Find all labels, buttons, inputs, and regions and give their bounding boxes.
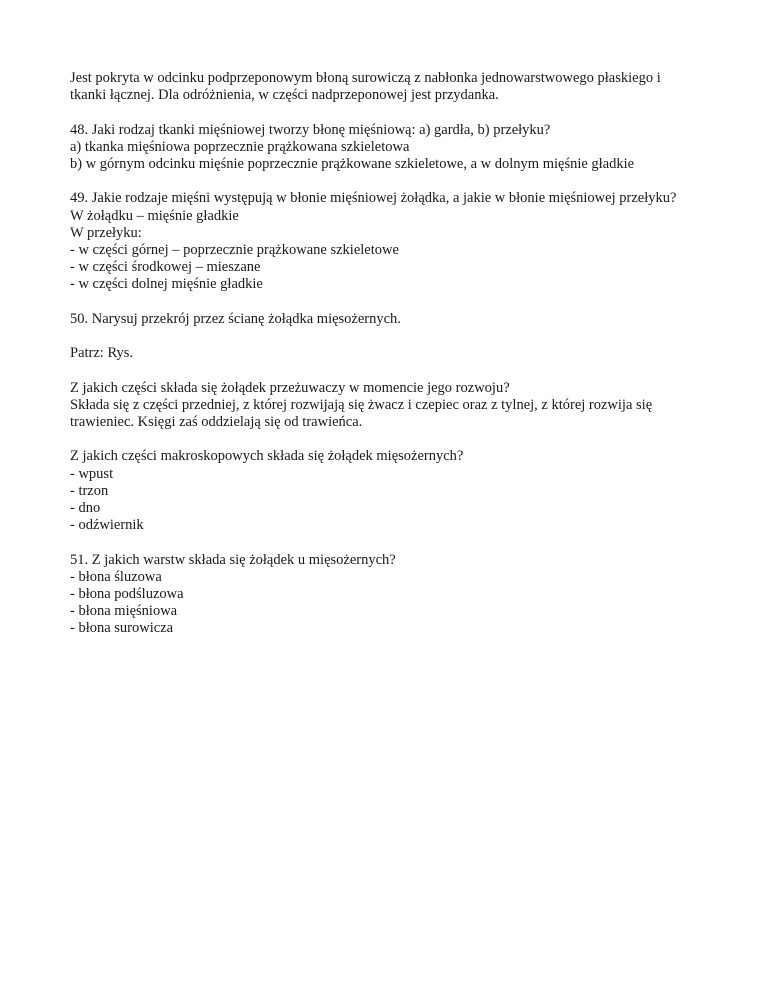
question-50 (70, 311, 700, 328)
question-text: 50. Narysuj przekrój przez ścianę żołądka mięsożernych. (70, 310, 401, 327)
question-50-answer (70, 345, 700, 362)
list-item: - błona mięśniowa (70, 603, 178, 620)
list-item: - w części dolnej mięśnie gładkie (70, 276, 263, 293)
list-item: - w części górnej – poprzecznie prążkowane szkieletowe (70, 242, 399, 258)
list-item: - trzon (70, 482, 109, 499)
document-page (70, 70, 700, 655)
answer-line: Patrz: Rys. (70, 345, 134, 362)
answer-line: Składa się z części przedniej, z której rozwijają się żwacz i czepiec oraz z tylnej, z której rozwija się trawieniec. Księgi zaś oddzielają się od trawieńca. (70, 396, 653, 430)
question-text: 48. Jaki rodzaj tkanki mięśniowej tworzy błonę mięśniową: a) gardła, b) przełyku? (70, 121, 551, 138)
question-51 (70, 552, 700, 638)
list-item: - odźwiernik (70, 517, 144, 534)
question-text: Z jakich części składa się żołądek przeżuwaczy w momencie jego rozwoju? (70, 379, 510, 396)
answer-line: b) w górnym odcinku mięśnie poprzecznie prążkowane szkieletowe, a w dolnym mięśnie gładkie (70, 156, 635, 172)
text-line: Jest pokryta w odcinku podprzeponowym błoną surowiczą z nabłonka jednowarstwowego płaskiego i tkanki łącznej. Dla odróżnienia, w części nadprzeponowej jest przydanka. (70, 70, 661, 104)
answer-line: a) tkanka mięśniowa poprzecznie prążkowana szkieletowa (70, 138, 410, 155)
question-text: 51. Z jakich warstw składa się żołądek u mięsożernych? (70, 551, 396, 568)
answer-line: W żołądku – mięśnie gładkie (70, 207, 239, 224)
list-item: - błona śluzowa (70, 568, 162, 585)
paragraph-intro (70, 70, 700, 104)
list-item: - w części środkowej – mieszane (70, 259, 261, 276)
list-item: - wpust (70, 465, 114, 482)
question-ruminant-stomach (70, 380, 700, 432)
question-macroscopic-parts (70, 448, 700, 534)
list-item: - dno (70, 499, 101, 516)
question-text: 49. Jakie rodzaje mięśni występują w błonie mięśniowej żołądka, a jakie w błonie mięśniowej przełyku? (70, 190, 677, 207)
question-49 (70, 190, 700, 293)
answer-line: W przełyku: (70, 224, 142, 241)
list-item: - błona surowicza (70, 620, 174, 637)
question-text: Z jakich części makroskopowych składa się żołądek mięsożernych? (70, 448, 464, 465)
question-48 (70, 122, 700, 174)
list-item: - błona podśluzowa (70, 585, 184, 602)
